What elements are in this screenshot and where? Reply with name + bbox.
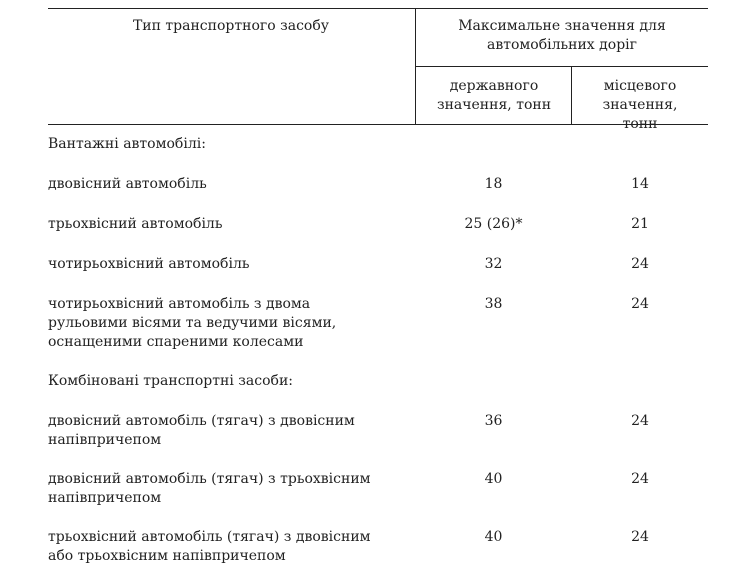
header-max-values: Максимальне значення для автомобільних доріг (458, 18, 666, 53)
table-row-name: трьохвісний автомобіль (тягач) з двовісним або трьохвісним напівпричепом (48, 529, 371, 564)
table-row-local: 24 (631, 529, 649, 545)
table-row-local: 24 (631, 413, 649, 429)
table-row-state: 25 (26)* (464, 216, 523, 232)
table-row-local: 24 (631, 256, 649, 272)
table-row-state: 40 (484, 529, 503, 545)
table-row-name: двовісний автомобіль (тягач) з двовісним напівпричепом (48, 413, 355, 448)
section-label-trucks: Вантажні автомобілі: (48, 136, 206, 152)
header-state-roads: державного значення, тонн (436, 78, 552, 113)
table-row-name: чотирьохвісний автомобіль з двома рульовими вісями та ведучими вісями, оснащеними спареними колесами (48, 296, 337, 350)
table-row-local: 24 (631, 471, 649, 487)
header-divider-1 (415, 8, 416, 125)
table-top-rule (48, 8, 708, 9)
header-local-roads: місцевого значення, тонн (602, 78, 678, 132)
table-row-state: 38 (484, 296, 503, 312)
table-row-name: чотирьохвісний автомобіль (48, 256, 250, 272)
table-row-state: 18 (484, 176, 503, 192)
section-label-combined: Комбіновані транспортні засоби: (48, 373, 293, 389)
header-divider-2 (571, 66, 572, 125)
table-row-name: трьохвісний автомобіль (48, 216, 223, 232)
table-row-state: 40 (484, 471, 503, 487)
header-sub-rule (416, 66, 708, 67)
header-vehicle-type: Тип транспортного засобу (132, 18, 330, 34)
table-row-name: двовісний автомобіль (48, 176, 207, 192)
table-row-local: 24 (631, 296, 649, 312)
table-row-name: двовісний автомобіль (тягач) з трьохвісним напівпричепом (48, 471, 371, 506)
table-row-state: 36 (484, 413, 503, 429)
table-row-local: 14 (631, 176, 649, 192)
table-row-local: 21 (631, 216, 649, 232)
table-row-state: 32 (484, 256, 503, 272)
